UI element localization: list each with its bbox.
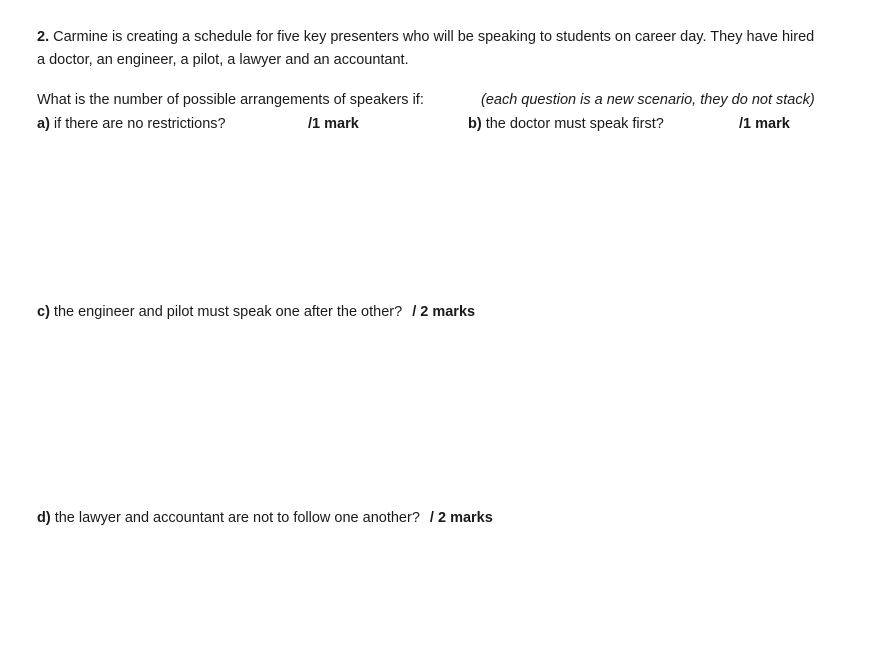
part-b-label: b) [468,116,482,132]
question-prompt: What is the number of possible arrangements of speakers if: [37,92,424,108]
part-a-label: a) [37,116,50,132]
part-d [37,510,493,526]
part-d-label: d) [37,510,51,526]
part-c-label: c) [37,304,50,320]
part-a-text: if there are no restrictions? [49,116,226,132]
part-c-text: the engineer and pilot must speak one after the other? [49,304,403,320]
part-a [37,116,226,132]
part-b [468,116,664,132]
part-b-text: the doctor must speak first? [481,116,664,132]
part-d-text: the lawyer and accountant are not to follow one another? [50,510,420,526]
part-c-marks: / 2 marks [412,304,476,320]
part-d-marks: / 2 marks [429,510,493,526]
question-stem [37,26,847,72]
stem-line-2: a doctor, an engineer, a pilot, a lawyer and an accountant. [37,52,409,68]
scenario-note: (each question is a new scenario, they do not stack) [481,92,815,108]
part-a-marks: /1 mark [308,116,359,132]
part-b-marks: /1 mark [739,116,790,132]
stem-line-1: Carmine is creating a schedule for five key presenters who will be speaking to students on career day. They have hired [53,29,815,45]
part-c [37,304,475,320]
question-number: 2. [37,29,50,45]
